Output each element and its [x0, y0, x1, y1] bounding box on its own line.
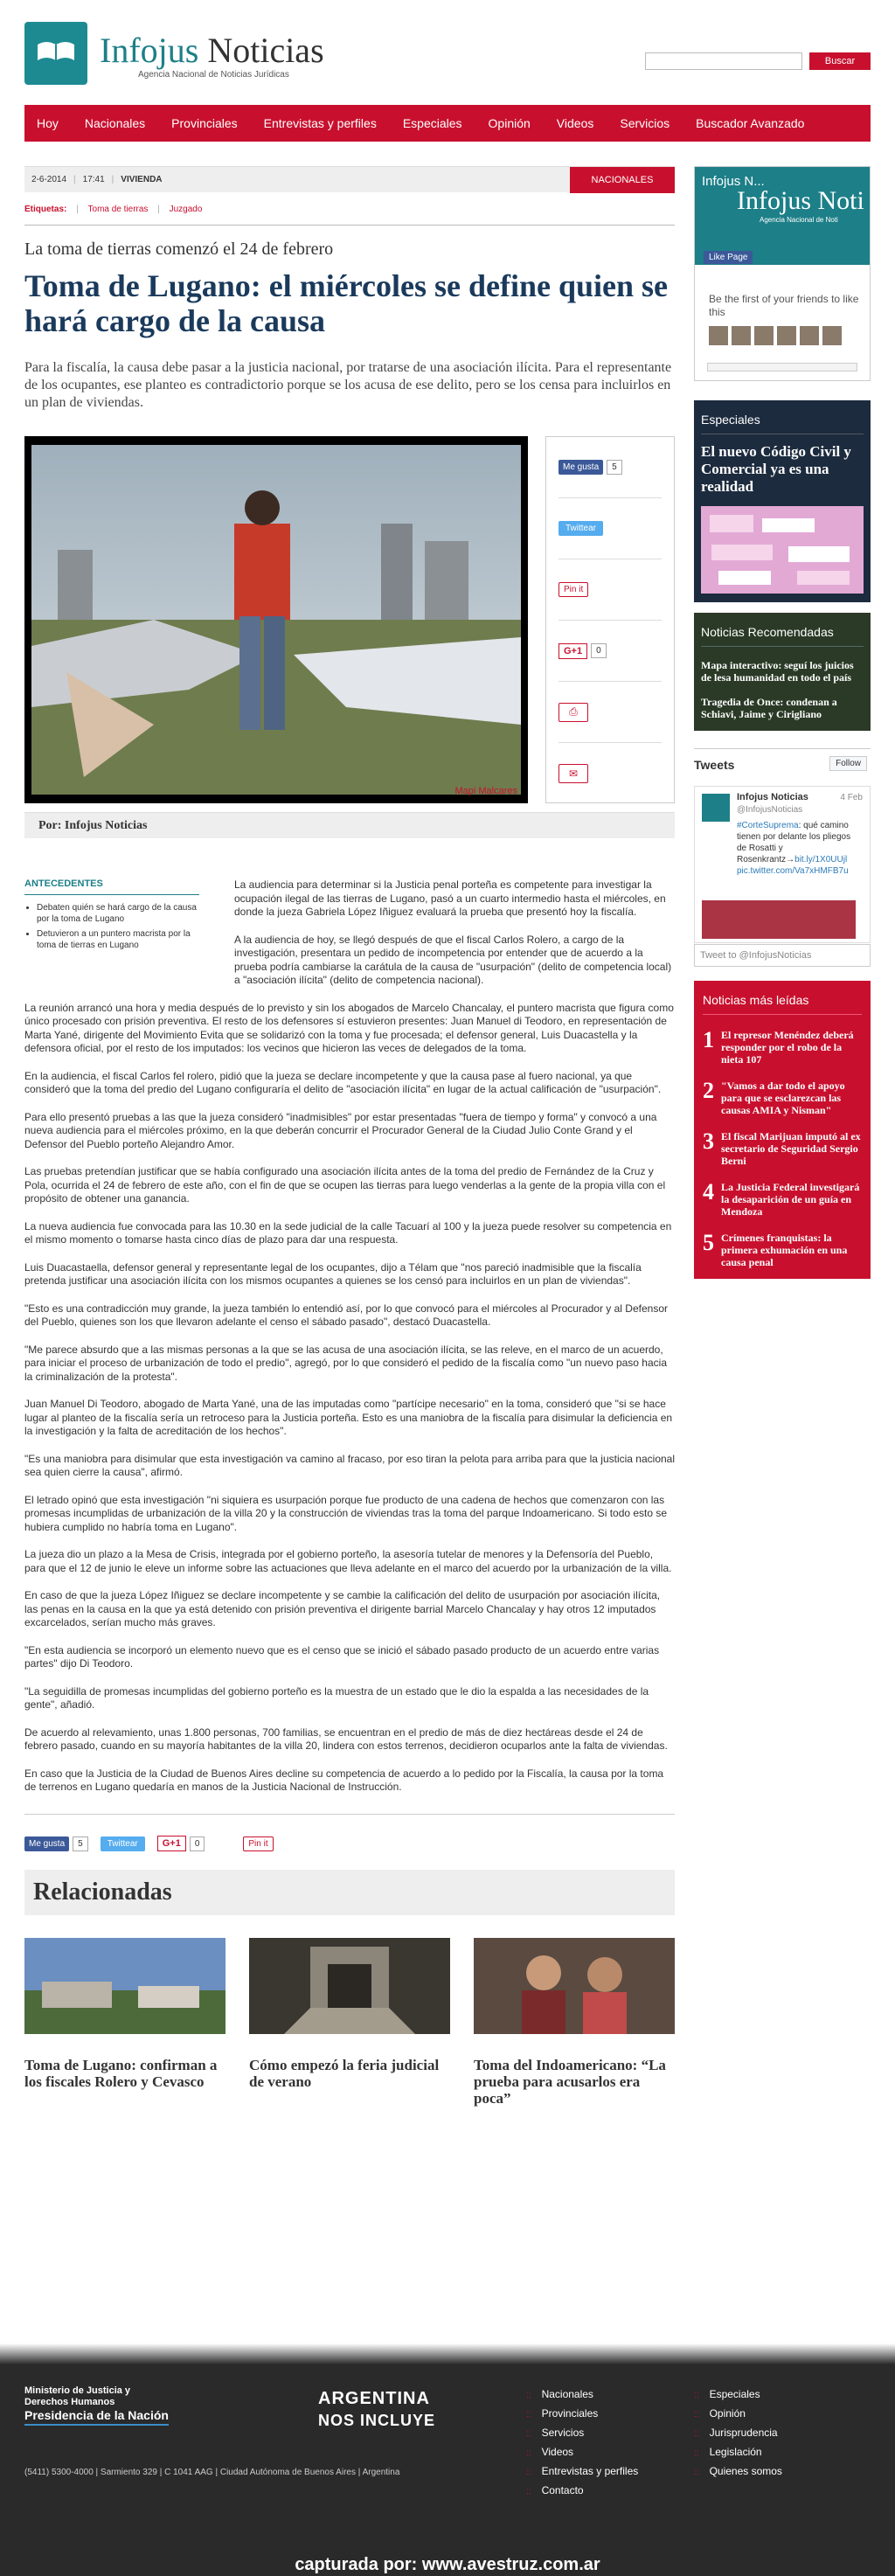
bottom-share-bar	[24, 1814, 675, 1856]
article-paragraph: A la audiencia de hoy, se llegó después de que el fiscal Carlos Rolero, a cargo de la investigación, presentara un pedido de incompetencia por entender que de acuerdo a la prueba podría cambiarse la carátula de la causa de "usurpación" (delito de competencia local) a "asociación ilícita" (delito de competencia nacional).	[234, 933, 672, 986]
capture-caption: capturada por: www.avestruz.com.ar	[295, 2555, 600, 2574]
footer-link[interactable]: :: Legislación	[694, 2443, 782, 2462]
article-paragraph: "En esta audiencia se incorporó un elemento nuevo que es el censo que se inició el sábado pasado producto de un acuerdo entre varias partes" dijo Di Teodoro.	[24, 1643, 660, 1670]
facebook-cover[interactable]	[695, 167, 870, 265]
footer-link[interactable]: :: Quienes somos	[694, 2462, 782, 2482]
avatar[interactable]	[709, 326, 728, 345]
antecedente-link[interactable]: • Detuvieron a un puntero macrista por la toma de tierras en Lugano	[37, 928, 199, 951]
related-image-art	[24, 1938, 225, 2034]
article-date: 2-6-2014	[31, 175, 67, 184]
article-section: VIVIENDA	[121, 175, 163, 184]
nav-item-hoy[interactable]: Hoy	[37, 116, 59, 130]
article-lead: Para la fiscalía, la causa debe pasar a la justicia nacional, por tratarse de una asociación ilícita. Para el representante de los ocupantes, ese planteo es contradictorio porque se los acusa de ese delito, pero se los censa para incluirlos en un plan de viviendas.	[24, 360, 672, 410]
tweet-author[interactable]: Infojus Noticias	[737, 792, 808, 802]
footer-links-col2	[694, 2385, 782, 2482]
article-paragraph: La jueza dio un plazo a la Mesa de Crisis, integrada por el gobierno porteño, la asesoría tutelar de menores y la Defensoría del Pueblo, para que el 12 de junio le eleve un informe sobre las actuaciones que lleva adelante en el marco del acuerdo por la urbanización de la villa.	[24, 1548, 672, 1574]
nav-item-buscador[interactable]: Buscador Avanzado	[696, 116, 805, 130]
site-logo[interactable]	[24, 22, 87, 85]
most-read-link[interactable]: La Justicia Federal investigará la desaparición de un guía en Mendoza	[721, 1181, 860, 1218]
author-byline: Por: Infojus Noticias	[24, 812, 675, 838]
most-read-link[interactable]: El represor Menéndez deberá responder por el robo de la nieta 107	[721, 1029, 854, 1066]
most-read-number: 2	[703, 1078, 714, 1103]
print-icon[interactable]: ⎙	[559, 703, 588, 722]
separator: |	[73, 175, 76, 184]
footer-link[interactable]: :: Contacto	[526, 2482, 638, 2501]
tweet-button[interactable]: Twittear	[101, 1837, 145, 1851]
recommended-box	[694, 613, 871, 731]
article-paragraph: De acuerdo al relevamiento, unas 1.800 personas, 700 familias, se encuentran en el predio de más de diez hectáreas desde el 24 de febrero pasado, cuando en su mayoría habitantes de la villa 20, lindera con estos terrenos, decidieron ocuparlos ante la falta de viviendas.	[24, 1725, 668, 1752]
footer-address: (5411) 5300-4000 | Sarmiento 329 | C 1041 AAG | Ciudad Autónoma de Buenos Aires | Argentina	[24, 2468, 400, 2477]
facebook-page-widget	[694, 166, 871, 381]
logo-wordmark[interactable]: Infojus Noticias	[100, 31, 324, 70]
tweets-heading: Tweets	[694, 758, 735, 772]
share-pinterest	[559, 559, 662, 621]
photo-credit: Mapi Malcares	[454, 786, 517, 796]
facebook-like-count: 5	[73, 1837, 88, 1851]
related-image-art	[249, 1938, 450, 2034]
facebook-cover-title: Infojus Noti	[737, 186, 864, 215]
share-print	[559, 682, 662, 743]
footer-link[interactable]: :: Videos	[526, 2443, 638, 2462]
section-badge[interactable]: NACIONALES	[570, 167, 675, 193]
related-title-link[interactable]: Toma de Lugano: confirman a los fiscales Rolero y Cevasco	[24, 2056, 218, 2090]
facebook-cover-subtitle: Agencia Nacional de Noti	[760, 216, 838, 224]
separator: |	[76, 205, 79, 214]
article-paragraph: La audiencia para determinar si la Justicia penal porteña es competente para investigar la ocupación ilegal de las tierras de Lugano, pasó a un cuarto intermedio hasta el miércoles, en donde la jueza Gabriela López Iñiguez evaluará la prueba que presentó hoy la fiscalía.	[234, 878, 666, 918]
nav-item-nacionales[interactable]: Nacionales	[84, 116, 146, 130]
avatar[interactable]	[702, 794, 730, 822]
footer-link[interactable]: :: Servicios	[526, 2424, 638, 2443]
antecedentes-title: ANTECEDENTES	[24, 878, 199, 895]
facebook-like-count: 5	[607, 460, 622, 475]
article-paragraph: Juan Manuel Di Teodoro, abogado de Marta Yané, una de las imputadas como "partícipe necesario" en la toma, consideró que "si se hace lugar al planteo de la fiscalía sería un retroceso para la Justicia porteña. Esto es una maniobra de la fiscalía para disimular la deficiencia en la investigación y la falta de acreditación de los hechos".	[24, 1398, 673, 1437]
article-body	[24, 878, 675, 1795]
most-read-number: 4	[703, 1179, 714, 1205]
google-plus-button[interactable]: G+1	[559, 643, 587, 659]
share-google	[559, 621, 662, 682]
horizontal-scrollbar[interactable]	[707, 363, 857, 371]
article-photo	[24, 436, 528, 803]
most-read-number: 3	[703, 1128, 714, 1154]
nav-item-servicios[interactable]: Servicios	[620, 116, 670, 130]
antecedentes-list	[24, 902, 199, 951]
facebook-page-name[interactable]: Infojus N...	[702, 174, 765, 189]
avatar[interactable]	[822, 326, 842, 345]
bottom-share-google	[157, 1836, 205, 1851]
footer-link[interactable]: :: Especiales	[694, 2385, 782, 2405]
footer-argentina-logo: ARGENTINA	[318, 2389, 430, 2408]
article-time: 17:41	[82, 175, 105, 184]
related-card[interactable]	[249, 1938, 450, 2090]
facebook-like-page-button[interactable]: Like Page	[704, 251, 753, 264]
search-button[interactable]: Buscar	[809, 52, 871, 70]
most-read-link[interactable]: "Vamos a dar todo el apoyo para que se esclarezcan las causas AMIA y Nisman"	[721, 1080, 845, 1116]
article-paragraph: La nueva audiencia fue convocada para las 10.30 en la sede judicial de la calle Tacuarí al 100 y la jueza puede resolver su competencia en el mismo momento o tomarse hasta cinco días de plazo para dar una respuesta.	[24, 1219, 672, 1246]
most-read-link[interactable]: Crímenes franquistas: la primera exhumación en una causa penal	[721, 1232, 848, 1268]
book-icon	[36, 38, 76, 64]
tags-label: Etiquetas:	[24, 205, 67, 214]
antecedente-link[interactable]: • Debaten quién se hará cargo de la causa por la toma de Lugano	[37, 902, 199, 925]
avatar[interactable]	[732, 326, 751, 345]
especiales-heading: Especiales	[701, 406, 864, 434]
sidebar	[694, 166, 871, 1279]
site-header	[24, 19, 872, 89]
photo-illustration	[31, 445, 521, 795]
footer-links-col1	[526, 2385, 638, 2501]
article-paragraph: En caso de que la jueza López Iñiguez se declare incompetente y se cambie la calificación del delito de usurpación por asociación ilícita, las penas en la causa en la que ya está detenido con prisión preventiva el dirigente barrial Marcelo Chancalay y hay otros 12 imputados excarcelados, serían mucho más graves.	[24, 1589, 661, 1628]
share-email	[559, 743, 662, 804]
especiales-title[interactable]: El nuevo Código Civil y Comercial ya es una realidad	[701, 443, 851, 495]
tweet-date[interactable]: 4 Feb	[840, 793, 863, 802]
main-nav	[24, 105, 871, 142]
article-headline: Toma de Lugano: el miércoles se define quien se hará cargo de la causa	[24, 268, 668, 338]
footer-link[interactable]: :: Nacionales	[526, 2385, 638, 2405]
most-read-item[interactable]	[703, 1080, 862, 1116]
especiales-box[interactable]	[694, 400, 871, 602]
pin-it-button[interactable]: Pin it	[559, 582, 588, 597]
especiales-image-art	[701, 506, 864, 594]
google-plus-button[interactable]: G+1	[157, 1836, 186, 1851]
footer-presidencia[interactable]: Presidencia de la Nación	[24, 2408, 169, 2426]
footer-link[interactable]: :: Entrevistas y perfiles	[526, 2462, 638, 2482]
recommended-heading: Noticias Recomendadas	[701, 618, 864, 647]
tweet-link[interactable]: bit.ly/1X0UUjl	[794, 855, 848, 864]
share-panel	[545, 436, 675, 803]
divider	[24, 225, 675, 226]
facebook-like-button[interactable]: Me gusta	[559, 460, 603, 475]
pin-it-button[interactable]: Pin it	[243, 1837, 273, 1851]
google-plus-count: 0	[591, 643, 607, 658]
article-paragraph: En la audiencia, el fiscal Carlos fel rolero, pidió que la jueza se declare incompetente y que la causa pase al fuero nacional, ya que consideró que la toma del predio del Lugano configuraría el delito de "asociación ilícita" en lugar de la actual calificación de "usurpación".	[24, 1069, 662, 1095]
article-paragraph: El letrado opinó que esta investigación "ni siquiera es usurpación porque fue producto de una cadena de hechos que comenzaron con las promesas incumplidas de urbanización de la villa 20 y la construcción de viviendas tras la toma del parque Indoamericano. Si todo esto se hubiera cumplido no habría toma en Lugano".	[24, 1493, 668, 1533]
antecedentes-box	[24, 878, 199, 955]
related-title-link[interactable]: Toma del Indoamericano: “La prueba para acusarlos era poca”	[474, 2056, 666, 2107]
most-read-item[interactable]	[703, 1130, 862, 1167]
article-paragraph: La reunión arrancó una hora y media después de lo previsto y sin los abogados de Marcelo Chancalay, el puntero macrista que figura como único procesado con prisión preventiva. El resto de los defensores sí estuvieron presentes: Juan Manuel di Teodoro, en representación de Marta Yané, dirigente del Movimiento Evita que se solidarizó con la toma y fue procesada; el defensor general, Luis Duacastella y la defensora oficial, por el resto de los imputados: los vecinos que hicieron las veces de delegados de la toma.	[24, 1001, 674, 1054]
twitter-widget	[694, 748, 871, 967]
media-row	[24, 436, 675, 803]
footer-link[interactable]: :: Provinciales	[526, 2405, 638, 2424]
footer-link[interactable]: :: Opinión	[694, 2405, 782, 2424]
article-paragraph: Las pruebas pretendían justificar que se había configurado una asociación ilícita antes de la toma del predio de Fernández de la Cruz y Pola, ocurrida el 24 de febrero de este año, con el fin de que se ocupen las tierras para luego venderlas a la gente de la propia villa con el propósito de obtener una ganancia.	[24, 1165, 666, 1205]
most-read-box	[694, 981, 871, 1279]
tweet-button[interactable]: Twittear	[559, 521, 603, 536]
separator: |	[111, 175, 114, 184]
related-grid	[24, 1938, 675, 2107]
tag-link[interactable]: Toma de tierras	[87, 205, 149, 214]
article-paragraph: "La seguidilla de promesas incumplidas del gobierno porteño es la muestra de un estado que le dio la espalda a las necesidades de la gente", añadió.	[24, 1684, 649, 1711]
email-icon[interactable]: ✉	[559, 764, 588, 783]
search-input[interactable]	[645, 52, 802, 70]
main-column	[24, 166, 676, 2107]
footer-argentina-tagline: NOS INCLUYE	[318, 2412, 436, 2429]
most-read-item[interactable]	[703, 1181, 862, 1218]
tweet-compose-input[interactable]: Tweet to @InfojusNoticias	[694, 944, 871, 967]
most-read-link[interactable]: El fiscal Marijuan imputó al ex secretario de Seguridad Sergio Berni	[721, 1130, 861, 1167]
tweet-hashtag[interactable]: #CorteSuprema	[737, 821, 799, 830]
tweet-handle[interactable]: @InfojusNoticias	[737, 805, 803, 815]
related-card[interactable]	[24, 1938, 225, 2090]
tweet-link[interactable]: pic.twitter.com/Va7xHMFB7u	[737, 866, 849, 876]
nav-item-especiales[interactable]: Especiales	[402, 116, 462, 130]
google-plus-count: 0	[190, 1837, 205, 1851]
related-title: Relacionadas	[24, 1870, 675, 1915]
most-read-number: 1	[703, 1027, 714, 1052]
tag-link[interactable]: Juzgado	[169, 205, 203, 214]
tweet-body: : qué camino tienen por delante los pliegos de Rosatti y Rosenkrantz→	[737, 821, 851, 864]
share-twitter	[559, 498, 662, 559]
nav-item-provinciales[interactable]: Provinciales	[171, 116, 238, 130]
article-paragraph: En caso que la Justicia de la Ciudad de Buenos Aires decline su competencia de acuerdo a lo pedido por la Fiscalía, la causa por la toma de terrenos en Lugano quedaría en manos de la Justicia Nacional de Instrucción.	[24, 1767, 664, 1793]
article-paragraph: "Esto es una contradicción muy grande, la jueza también lo entendió así, por lo que convocó para el miércoles al Procurador y al Defensor del Pueblo, quienes son los que llevaron adelante el censo el sábado pasado", destacó Duacastella.	[24, 1302, 669, 1328]
share-facebook	[559, 437, 662, 498]
logo-subtitle: Agencia Nacional de Noticias Jurídicas	[138, 70, 289, 80]
footer-link[interactable]: :: Jurisprudencia	[694, 2424, 782, 2443]
avatar[interactable]	[800, 326, 819, 345]
related-card[interactable]	[474, 1938, 675, 2107]
tweet-text	[737, 820, 859, 877]
related-image[interactable]	[474, 1938, 675, 2034]
bottom-share-twitter	[101, 1837, 145, 1851]
related-title-link[interactable]: Cómo empezó la feria judicial de verano	[249, 2056, 440, 2090]
related-image[interactable]	[24, 1938, 225, 2034]
especiales-image[interactable]	[701, 506, 864, 594]
bottom-share-facebook	[24, 1837, 88, 1851]
facebook-faces	[709, 326, 845, 345]
recommended-link[interactable]: Tragedia de Once: condenan a Schiavi, Jaime y Cirigliano	[701, 696, 837, 720]
twitter-follow-button[interactable]: Follow	[829, 756, 867, 771]
article-paragraph: Luis Duacastaella, defensor general y representante legal de los ocupantes, dijo a Télam que "nos pareció inadmisible que la fiscalía pretenda justificar una asociación ilícita con los mismos ocupantes a quienes se los censó para incluirlos en un plan de viviendas".	[24, 1260, 642, 1287]
footer-ministerio[interactable]: Ministerio de Justicia y Derechos Humanos	[24, 2385, 131, 2407]
nav-item-opinion[interactable]: Opinión	[488, 116, 531, 130]
article-paragraph: Para ello presentó pruebas a las que la jueza consideró "inadmisibles" por estar presentadas "fuera de tiempo y forma" y convocó a una nueva audiencia para el miércoles próximo, en la que deberán concurrir el Procurador General de la Ciudad Julio Conte Grand y el Defensor del Pueblo porteño Alejandro Amor.	[24, 1110, 657, 1150]
article-body-row	[24, 878, 675, 1795]
most-read-heading: Noticias más leídas	[703, 986, 862, 1015]
avatar[interactable]	[754, 326, 774, 345]
related-image[interactable]	[249, 1938, 450, 2034]
tags-row	[24, 205, 675, 214]
article-paragraph: "Me parece absurdo que a las mismas personas a la que se las acusa de una asociación ilícita, se las releve, en el marco de un acuerdo, para iniciar el proceso de urbanización de todo el predio", agregó, por lo que consideró el pedido de la fiscalía como "un nuevo paso hacia la criminalización de la protesta".	[24, 1343, 667, 1383]
related-image-art	[474, 1938, 675, 2034]
tweet-image[interactable]	[702, 900, 856, 939]
tweet-card	[694, 786, 871, 943]
footer-fade	[0, 2343, 895, 2364]
article-paragraph: "Es una maniobra para disimular que esta investigación va camino al fracaso, por eso tiran la pelota para arriba para que la justicia nacional sea quien cierre la causa", afirmó.	[24, 1452, 676, 1478]
most-read-item[interactable]	[703, 1232, 862, 1268]
nav-item-entrevistas[interactable]: Entrevistas y perfiles	[263, 116, 377, 130]
facebook-like-button[interactable]: Me gusta	[24, 1837, 69, 1851]
site-footer	[0, 2364, 895, 2576]
nav-item-videos[interactable]: Videos	[556, 116, 594, 130]
article-kicker: La toma de tierras comenzó el 24 de febrero	[24, 240, 334, 259]
most-read-number: 5	[703, 1230, 714, 1255]
recommended-link[interactable]: Mapa interactivo: seguí los juicios de lesa humanidad en todo el país	[701, 659, 854, 684]
facebook-first-friend-text: Be the first of your friends to like this	[709, 293, 859, 318]
bottom-share-pinterest	[243, 1837, 273, 1851]
separator: |	[157, 205, 160, 214]
date-bar	[24, 166, 675, 192]
avatar[interactable]	[777, 326, 796, 345]
most-read-item[interactable]	[703, 1029, 862, 1066]
